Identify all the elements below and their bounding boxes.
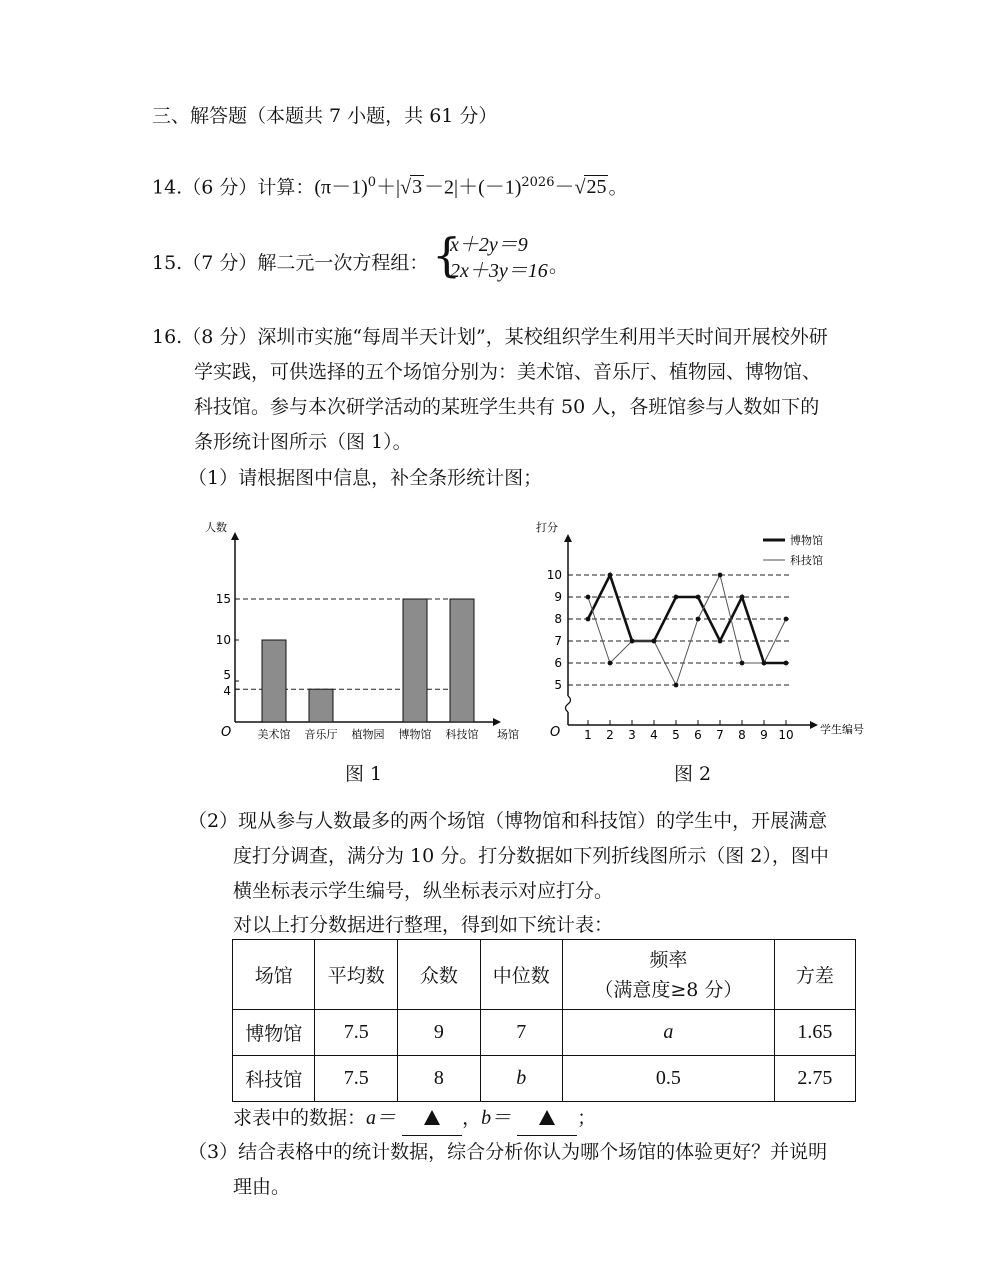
data-point bbox=[696, 595, 701, 600]
q14-number: 14.（6 分）计算： bbox=[152, 176, 315, 199]
x-tick-label: 1 bbox=[584, 728, 592, 742]
q14-exp-2026: 2026 bbox=[521, 175, 555, 190]
bar bbox=[262, 640, 286, 722]
q16-line-2: 学实践，可供选择的五个场馆分别为：美术馆、音乐厅、植物园、博物馆、 bbox=[194, 361, 822, 383]
data-point bbox=[652, 639, 657, 644]
header-median: 中位数 bbox=[480, 940, 562, 1010]
q14-end: 。 bbox=[608, 176, 628, 199]
category-label: 博物馆 bbox=[398, 728, 432, 741]
q16-part-2-line-1: （2）现从参与人数最多的两个场馆（博物馆和科技馆）的学生中，开展满意 bbox=[188, 810, 828, 832]
bar bbox=[309, 689, 333, 722]
header-mean: 平均数 bbox=[315, 940, 398, 1010]
question-14: 14.（6 分）计算：$(\pi-1)^0+|√3 -2|+(-1)^{2026}-√25$ 。 bbox=[152, 175, 628, 199]
axis-break-icon bbox=[566, 696, 571, 712]
data-point bbox=[586, 617, 591, 622]
x-tick-label: 4 bbox=[650, 728, 658, 742]
table-row bbox=[233, 1056, 856, 1102]
y-tick-label: 9 bbox=[554, 590, 562, 604]
header-mode: 众数 bbox=[398, 940, 480, 1010]
header-venue: 场馆 bbox=[233, 940, 315, 1010]
answer-blank-b[interactable] bbox=[517, 1101, 577, 1136]
cell: 8 bbox=[398, 1056, 480, 1102]
q16-part-1: （1）请根据图中信息，补全条形统计图； bbox=[188, 467, 543, 489]
line-xlabel: 学生编号 bbox=[820, 723, 864, 736]
line-chart bbox=[528, 510, 878, 790]
line-ylabel: 打分 bbox=[536, 521, 558, 534]
q15-end: 。 bbox=[549, 255, 569, 277]
cell: 7.5 bbox=[315, 1010, 398, 1056]
data-point bbox=[586, 595, 591, 600]
fill-prompt: 求表中的数据： bbox=[233, 1107, 367, 1129]
cell: 7.5 bbox=[315, 1056, 398, 1102]
x-axis-arrow bbox=[493, 718, 501, 726]
table-row bbox=[233, 1010, 856, 1056]
question-15-number: 15.（7 分）解二元一次方程组： bbox=[152, 252, 429, 274]
cell: 科技馆 bbox=[233, 1056, 315, 1102]
fill-end: ； bbox=[577, 1107, 597, 1129]
category-label: 植物园 bbox=[351, 728, 385, 741]
data-point bbox=[740, 661, 745, 666]
legend-label-museum: 博物馆 bbox=[790, 534, 823, 547]
answer-blank-a[interactable] bbox=[402, 1101, 462, 1136]
q14-sqrt-3: 3 bbox=[412, 176, 423, 199]
series-line-science bbox=[588, 575, 786, 685]
q16-line-4: 条形统计图所示（图 1）。 bbox=[194, 431, 412, 453]
data-point bbox=[630, 639, 635, 644]
y-tick-label: 7 bbox=[554, 634, 562, 648]
data-point bbox=[674, 683, 679, 688]
bar-origin: O bbox=[221, 725, 232, 740]
cell: b bbox=[480, 1056, 562, 1102]
figure-1-caption: 图 1 bbox=[345, 763, 383, 785]
category-label: 科技馆 bbox=[445, 728, 479, 741]
x-tick-label: 10 bbox=[778, 728, 794, 742]
q16-line-3: 科技馆。参与本次研学活动的某班学生共有 50 人，各班馆参与人数如下的 bbox=[194, 396, 820, 418]
q14-expr-c: －2|＋(－1) bbox=[424, 176, 522, 199]
cell: a bbox=[563, 1010, 775, 1056]
y-axis-arrow bbox=[231, 532, 239, 540]
triangle-icon bbox=[424, 1110, 440, 1125]
data-point bbox=[740, 595, 745, 600]
q14-expr-d: － bbox=[554, 176, 575, 199]
y-tick-label: 4 bbox=[223, 684, 231, 699]
q16-part-3-line-2: 理由。 bbox=[233, 1176, 291, 1198]
y-tick-label: 5 bbox=[223, 668, 231, 682]
bar bbox=[403, 599, 427, 722]
header-frequency bbox=[563, 940, 775, 1010]
q16-part-2-line-4: 对以上打分数据进行整理，得到如下统计表： bbox=[233, 914, 614, 936]
cell: 博物馆 bbox=[233, 1010, 315, 1056]
q14-sqrt-25: 25 bbox=[586, 176, 607, 199]
x-axis-arrow bbox=[810, 721, 818, 729]
x-tick-label: 9 bbox=[760, 728, 768, 742]
y-axis-arrow bbox=[564, 534, 572, 542]
data-point bbox=[696, 617, 701, 622]
bar bbox=[450, 599, 474, 722]
cell: 7 bbox=[480, 1010, 562, 1056]
q14-expr-b: ＋| bbox=[376, 176, 401, 199]
figure-2-caption: 图 2 bbox=[674, 763, 712, 785]
x-tick-label: 5 bbox=[672, 728, 680, 742]
q15-eq1: x＋2y＝9 bbox=[450, 234, 528, 256]
fill-a-label: a＝ bbox=[366, 1107, 397, 1129]
y-tick-label: 5 bbox=[554, 678, 562, 692]
legend-label-science: 科技馆 bbox=[790, 554, 823, 567]
data-point bbox=[784, 617, 789, 622]
y-tick-label: 8 bbox=[554, 612, 562, 626]
q16-part-3-line-1: （3）结合表格中的统计数据，综合分析你认为哪个场馆的体验更好？并说明 bbox=[188, 1141, 828, 1163]
data-point bbox=[784, 661, 789, 666]
bar-xlabel: 场馆 bbox=[497, 728, 519, 741]
section-title: 三、解答题（本题共 7 小题，共 61 分） bbox=[152, 105, 498, 127]
x-tick-label: 7 bbox=[716, 728, 724, 742]
q16-part-2-line-2: 度打分调查，满分为 10 分。打分数据如下列折线图所示（图 2），图中 bbox=[233, 845, 829, 867]
fill-b-label: b＝ bbox=[481, 1107, 512, 1129]
q14-expr-a: (π－1) bbox=[314, 176, 368, 199]
x-tick-label: 2 bbox=[606, 728, 614, 742]
line-origin: O bbox=[550, 725, 561, 740]
data-point bbox=[718, 639, 723, 644]
cell: 0.5 bbox=[563, 1056, 775, 1102]
header-variance: 方差 bbox=[774, 940, 855, 1010]
category-label: 音乐厅 bbox=[304, 728, 338, 741]
cell: 1.65 bbox=[774, 1010, 855, 1056]
y-tick-label: 10 bbox=[546, 568, 562, 582]
fill-separator: ， bbox=[462, 1107, 482, 1129]
header-frequency-title: 频率 bbox=[649, 948, 688, 971]
x-tick-label: 8 bbox=[738, 728, 746, 742]
q14-exp-0: 0 bbox=[367, 175, 377, 190]
stats-table bbox=[232, 939, 856, 1102]
x-tick-label: 3 bbox=[628, 728, 636, 742]
q16-part-2-line-3: 横坐标表示学生编号，纵坐标表示对应打分。 bbox=[233, 880, 614, 902]
y-tick-label: 6 bbox=[554, 656, 562, 670]
cell: 9 bbox=[398, 1010, 480, 1056]
q16-line-1: 16.（8 分）深圳市实施“每周半天计划”，某校组织学生利用半天时间开展校外研 bbox=[152, 326, 828, 348]
header-frequency-note: （满意度≥8 分） bbox=[594, 978, 743, 1001]
y-tick-label: 15 bbox=[215, 592, 231, 606]
data-point bbox=[608, 661, 613, 666]
fill-in-line bbox=[233, 1101, 596, 1136]
data-point bbox=[762, 661, 767, 666]
system-brace: { bbox=[432, 228, 462, 282]
data-point bbox=[674, 595, 679, 600]
table-header-row bbox=[233, 940, 856, 1010]
triangle-icon bbox=[539, 1110, 555, 1125]
q15-eq2: 2x＋3y＝16 bbox=[450, 260, 548, 282]
x-tick-label: 6 bbox=[694, 728, 702, 742]
bar-chart bbox=[195, 510, 535, 790]
cell: 2.75 bbox=[774, 1056, 855, 1102]
data-point bbox=[608, 573, 613, 578]
bar-ylabel: 人数 bbox=[205, 521, 227, 534]
data-point bbox=[718, 573, 723, 578]
category-label: 美术馆 bbox=[257, 728, 291, 741]
y-tick-label: 10 bbox=[215, 633, 231, 647]
